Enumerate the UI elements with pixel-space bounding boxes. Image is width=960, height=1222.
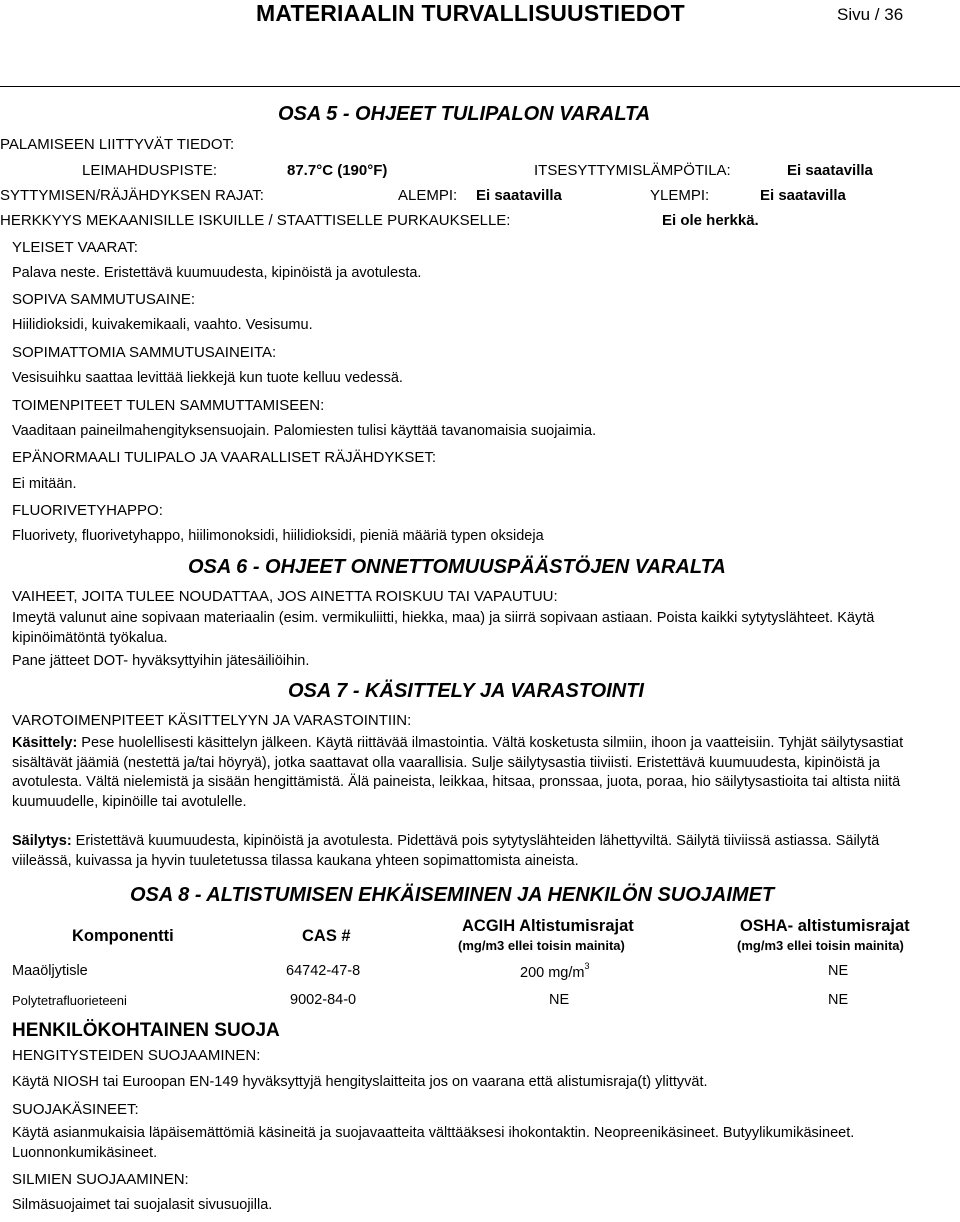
general-hazards-text: Palava neste. Eristettävä kuumuudesta, kipinöistä ja avotulesta. — [12, 265, 422, 281]
combustion-info-label: PALAMISEEN LIITTYVÄT TIEDOT: — [0, 136, 235, 153]
spill-steps-label: VAIHEET, JOITA TULEE NOUDATTAA, JOS AINETTA ROISKUU TAI VAPAUTUU: — [12, 588, 558, 605]
storage-text: Eristettävä kuumuudesta, kipinöistä ja avotulesta. Pidettävä pois sytytyslähteiden lähettyviltä. Säilytä tiiviissä astiassa. Säilytä viileässä, kuivassa ja hyvin tuuletetussa tilassa kaukana yhteen sopimattomista aineista. — [12, 833, 880, 869]
firefighting-text: Vaaditaan paineilmahengityksensuojain. Palomiesten tulisi käyttää tavanomaisia suojaimia. — [12, 423, 597, 439]
upper-limit-value: Ei saatavilla — [760, 187, 846, 204]
flash-point-label: LEIMAHDUSPISTE: — [82, 162, 218, 179]
row1-acgih-value: 200 mg/m — [520, 964, 585, 981]
row1-osha: NE — [828, 963, 849, 979]
handling-storage-label: VAROTOIMENPITEET KÄSITTELYYN JA VARASTOINTIIN: — [12, 712, 412, 729]
handling-label: Käsittely: — [12, 735, 78, 751]
abnormal-fire-text: Ei mitään. — [12, 476, 77, 492]
eye-protection-text: Silmäsuojaimet tai suojalasit sivusuojilla. — [12, 1197, 273, 1213]
lower-limit-label: ALEMPI: — [398, 187, 458, 204]
respiratory-text: Käytä NIOSH tai Euroopan EN-149 hyväksyttyjä hengityslaitteita jos on vaarana että alistumisraja(t) ylittyvät. — [12, 1074, 708, 1090]
sensitivity-label: HERKKYYS MEKAANISILLE ISKUILLE / STAATTISELLE PURKAUKSELLE: — [0, 212, 511, 229]
sensitivity-value: Ei ole herkkä. — [662, 212, 759, 229]
storage-label: Säilytys: — [12, 833, 72, 849]
explosion-limits-label: SYTTYMISEN/RÄJÄHDYKSEN RAJAT: — [0, 187, 264, 204]
storage-paragraph — [12, 832, 942, 871]
hf-label: FLUORIVETYHAPPO: — [12, 502, 163, 519]
section-6-title: OSA 6 - OHJEET ONNETTOMUUSPÄÄSTÖJEN VARALTA — [188, 556, 726, 578]
abnormal-fire-label: EPÄNORMAALI TULIPALO JA VAARALLISET RÄJÄHDYKSET: — [12, 449, 437, 466]
col-header-acgih: ACGIH Altistumisrajat — [462, 917, 634, 935]
respiratory-label: HENGITYSTEIDEN SUOJAAMINEN: — [12, 1047, 261, 1064]
section-5-title: OSA 5 - OHJEET TULIPALON VARALTA — [278, 103, 651, 125]
row1-cas: 64742-47-8 — [286, 963, 361, 979]
gloves-label: SUOJAKÄSINEET: — [12, 1101, 139, 1118]
suitable-agent-text: Hiilidioksidi, kuivakemikaali, vaahto. Vesisumu. — [12, 317, 313, 333]
unsuitable-agent-label: SOPIMATTOMIA SAMMUTUSAINEITA: — [12, 344, 277, 361]
col-header-osha-sub: (mg/m3 ellei toisin mainita) — [737, 938, 904, 953]
col-header-osha: OSHA- altistumisrajat — [740, 917, 910, 935]
header-divider — [0, 86, 960, 87]
handling-text: Pese huolellisesti käsittelyn jälkeen. Käytä riittävää ilmastointia. Vältä kosketusta silmiin, ihoon ja vaatteisiin. Tyhjät säilytysastiat sisältävät jäämiä (nestettä ja/tai höyryä), jotka saattavat olla vaarallisia. Sulje säilytysastia tiiviisti. Eristettävä kuumuudesta, kipinöistä ja avotulesta. Vältä nielemistä ja sisään hengittämistä. Älä paineista, leikkaa, hitsaa, pronssaa, juota, poraa, hio säilytysastioita tai altista niitä kuumuudelle, kipinöille tai avotulelle. — [12, 735, 904, 810]
section-8-title: OSA 8 - ALTISTUMISEN EHKÄISEMINEN JA HENKILÖN SUOJAIMET — [130, 884, 775, 906]
firefighting-label: TOIMENPITEET TULEN SAMMUTTAMISEEN: — [12, 397, 325, 414]
personal-protection-heading: HENKILÖKOHTAINEN SUOJA — [12, 1020, 280, 1041]
col-header-cas: CAS # — [302, 927, 351, 945]
flash-point-value: 87.7°C (190°F) — [287, 162, 388, 179]
spill-steps-text: Imeytä valunut aine sopivaan materiaalin (esim. vermikuliitti, hiekka, maa) ja siirrä sopivaan astiaan. Poista kaikki sytytyslähteet. Käytä kipinöimätöntä työkalua. — [12, 610, 875, 646]
hf-text: Fluorivety, fluorivetyhappo, hiilimonoksidi, hiilidioksidi, pieniä määriä typen oksideja — [12, 528, 544, 544]
general-hazards-label: YLEISET VAARAT: — [12, 239, 138, 256]
eye-protection-label: SILMIEN SUOJAAMINEN: — [12, 1171, 189, 1188]
page-number: Sivu / 36 — [837, 5, 904, 24]
section-7-title: OSA 7 - KÄSITTELY JA VARASTOINTI — [288, 680, 644, 702]
document-title: MATERIAALIN TURVALLISUUSTIEDOT — [256, 0, 685, 26]
suitable-agent-label: SOPIVA SAMMUTUSAINE: — [12, 291, 196, 308]
row2-osha: NE — [828, 992, 849, 1008]
row2-component: Polytetrafluorieteeni — [12, 993, 127, 1008]
autoignition-value: Ei saatavilla — [787, 162, 873, 179]
col-header-acgih-sub: (mg/m3 ellei toisin mainita) — [458, 938, 625, 953]
autoignition-label: ITSESYTTYMISLÄMPÖTILA: — [534, 162, 731, 179]
col-header-component: Komponentti — [72, 927, 174, 945]
upper-limit-label: YLEMPI: — [650, 187, 710, 204]
row1-acgih-superscript: 3 — [584, 961, 590, 971]
gloves-text: Käytä asianmukaisia läpäisemättömiä käsineitä ja suojavaatteita välttääksesi ihokontaktin. Neopreenikäsineet. Butyylikumikäsineet. Luonnonkumikäsineet. — [12, 1125, 855, 1161]
unsuitable-agent-text: Vesisuihku saattaa levittää liekkejä kun tuote kelluu vedessä. — [12, 370, 403, 386]
lower-limit-value: Ei saatavilla — [476, 187, 562, 204]
spill-disposal-text: Pane jätteet DOT- hyväksyttyihin jätesäiliöihin. — [12, 653, 310, 669]
row1-acgih — [520, 961, 590, 981]
row1-component: Maaöljytisle — [12, 963, 88, 979]
row2-acgih: NE — [549, 992, 570, 1008]
handling-paragraph — [12, 734, 942, 812]
row2-cas: 9002-84-0 — [290, 992, 357, 1008]
